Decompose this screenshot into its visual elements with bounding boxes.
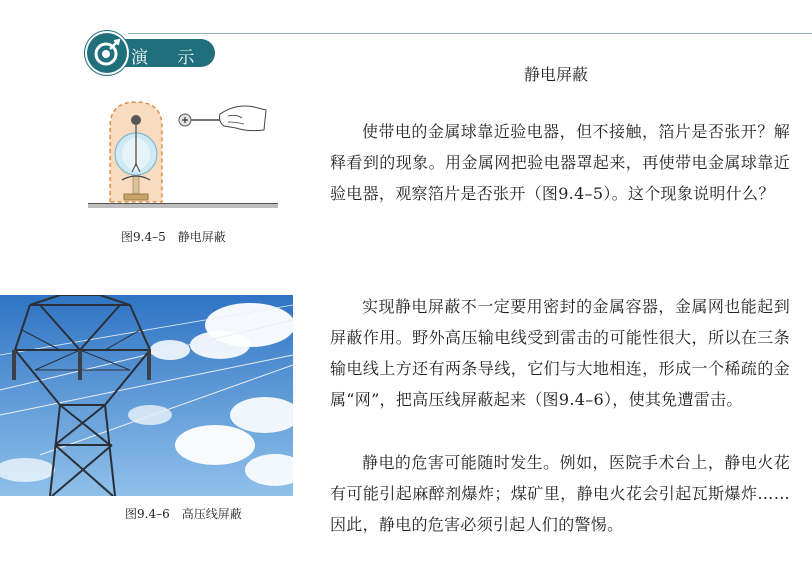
badge-label: 演 示 <box>131 48 207 68</box>
section-title: 静电屏蔽 <box>524 65 589 84</box>
plus-charge-icon <box>179 114 191 126</box>
paragraph-mesh-shielding: 实现静电屏蔽不一定要用密封的金属容器，金属网也能起到屏蔽作用。野外高压输电线受到雷击的可能性很大，所以在三条输电线上方还有两条导线，它们与大地相连，形成一个稀疏的金属“网”，把高压线屏蔽起来（图9.4–6），使其免遭雷击。 <box>330 297 790 409</box>
paragraph-demo: 使带电的金属球靠近验电器，但不接触，箔片是否张开？解释看到的现象。用金属网把验电器罩起来，再使带电金属球靠近验电器，观察箔片是否张开（图9.4–5）。这个现象说明什么？ <box>330 122 790 203</box>
figure-caption: 图9.4–5 静电屏蔽 <box>121 230 226 244</box>
power-tower-photo <box>0 295 293 496</box>
figure-caption: 图9.4–6 高压线屏蔽 <box>125 507 242 521</box>
demo-badge-icon <box>87 33 127 73</box>
paragraph-static-hazard: 静电的危害可能随时发生。例如，医院手术台上，静电火花有可能引起麻醉剂爆炸；煤矿里，静电火花会引起瓦斯爆炸……因此，静电的危害必须引起人们的警惕。 <box>330 453 790 534</box>
demo-badge <box>87 33 215 73</box>
electroscope-figure <box>88 92 278 217</box>
header-rule <box>128 33 812 34</box>
